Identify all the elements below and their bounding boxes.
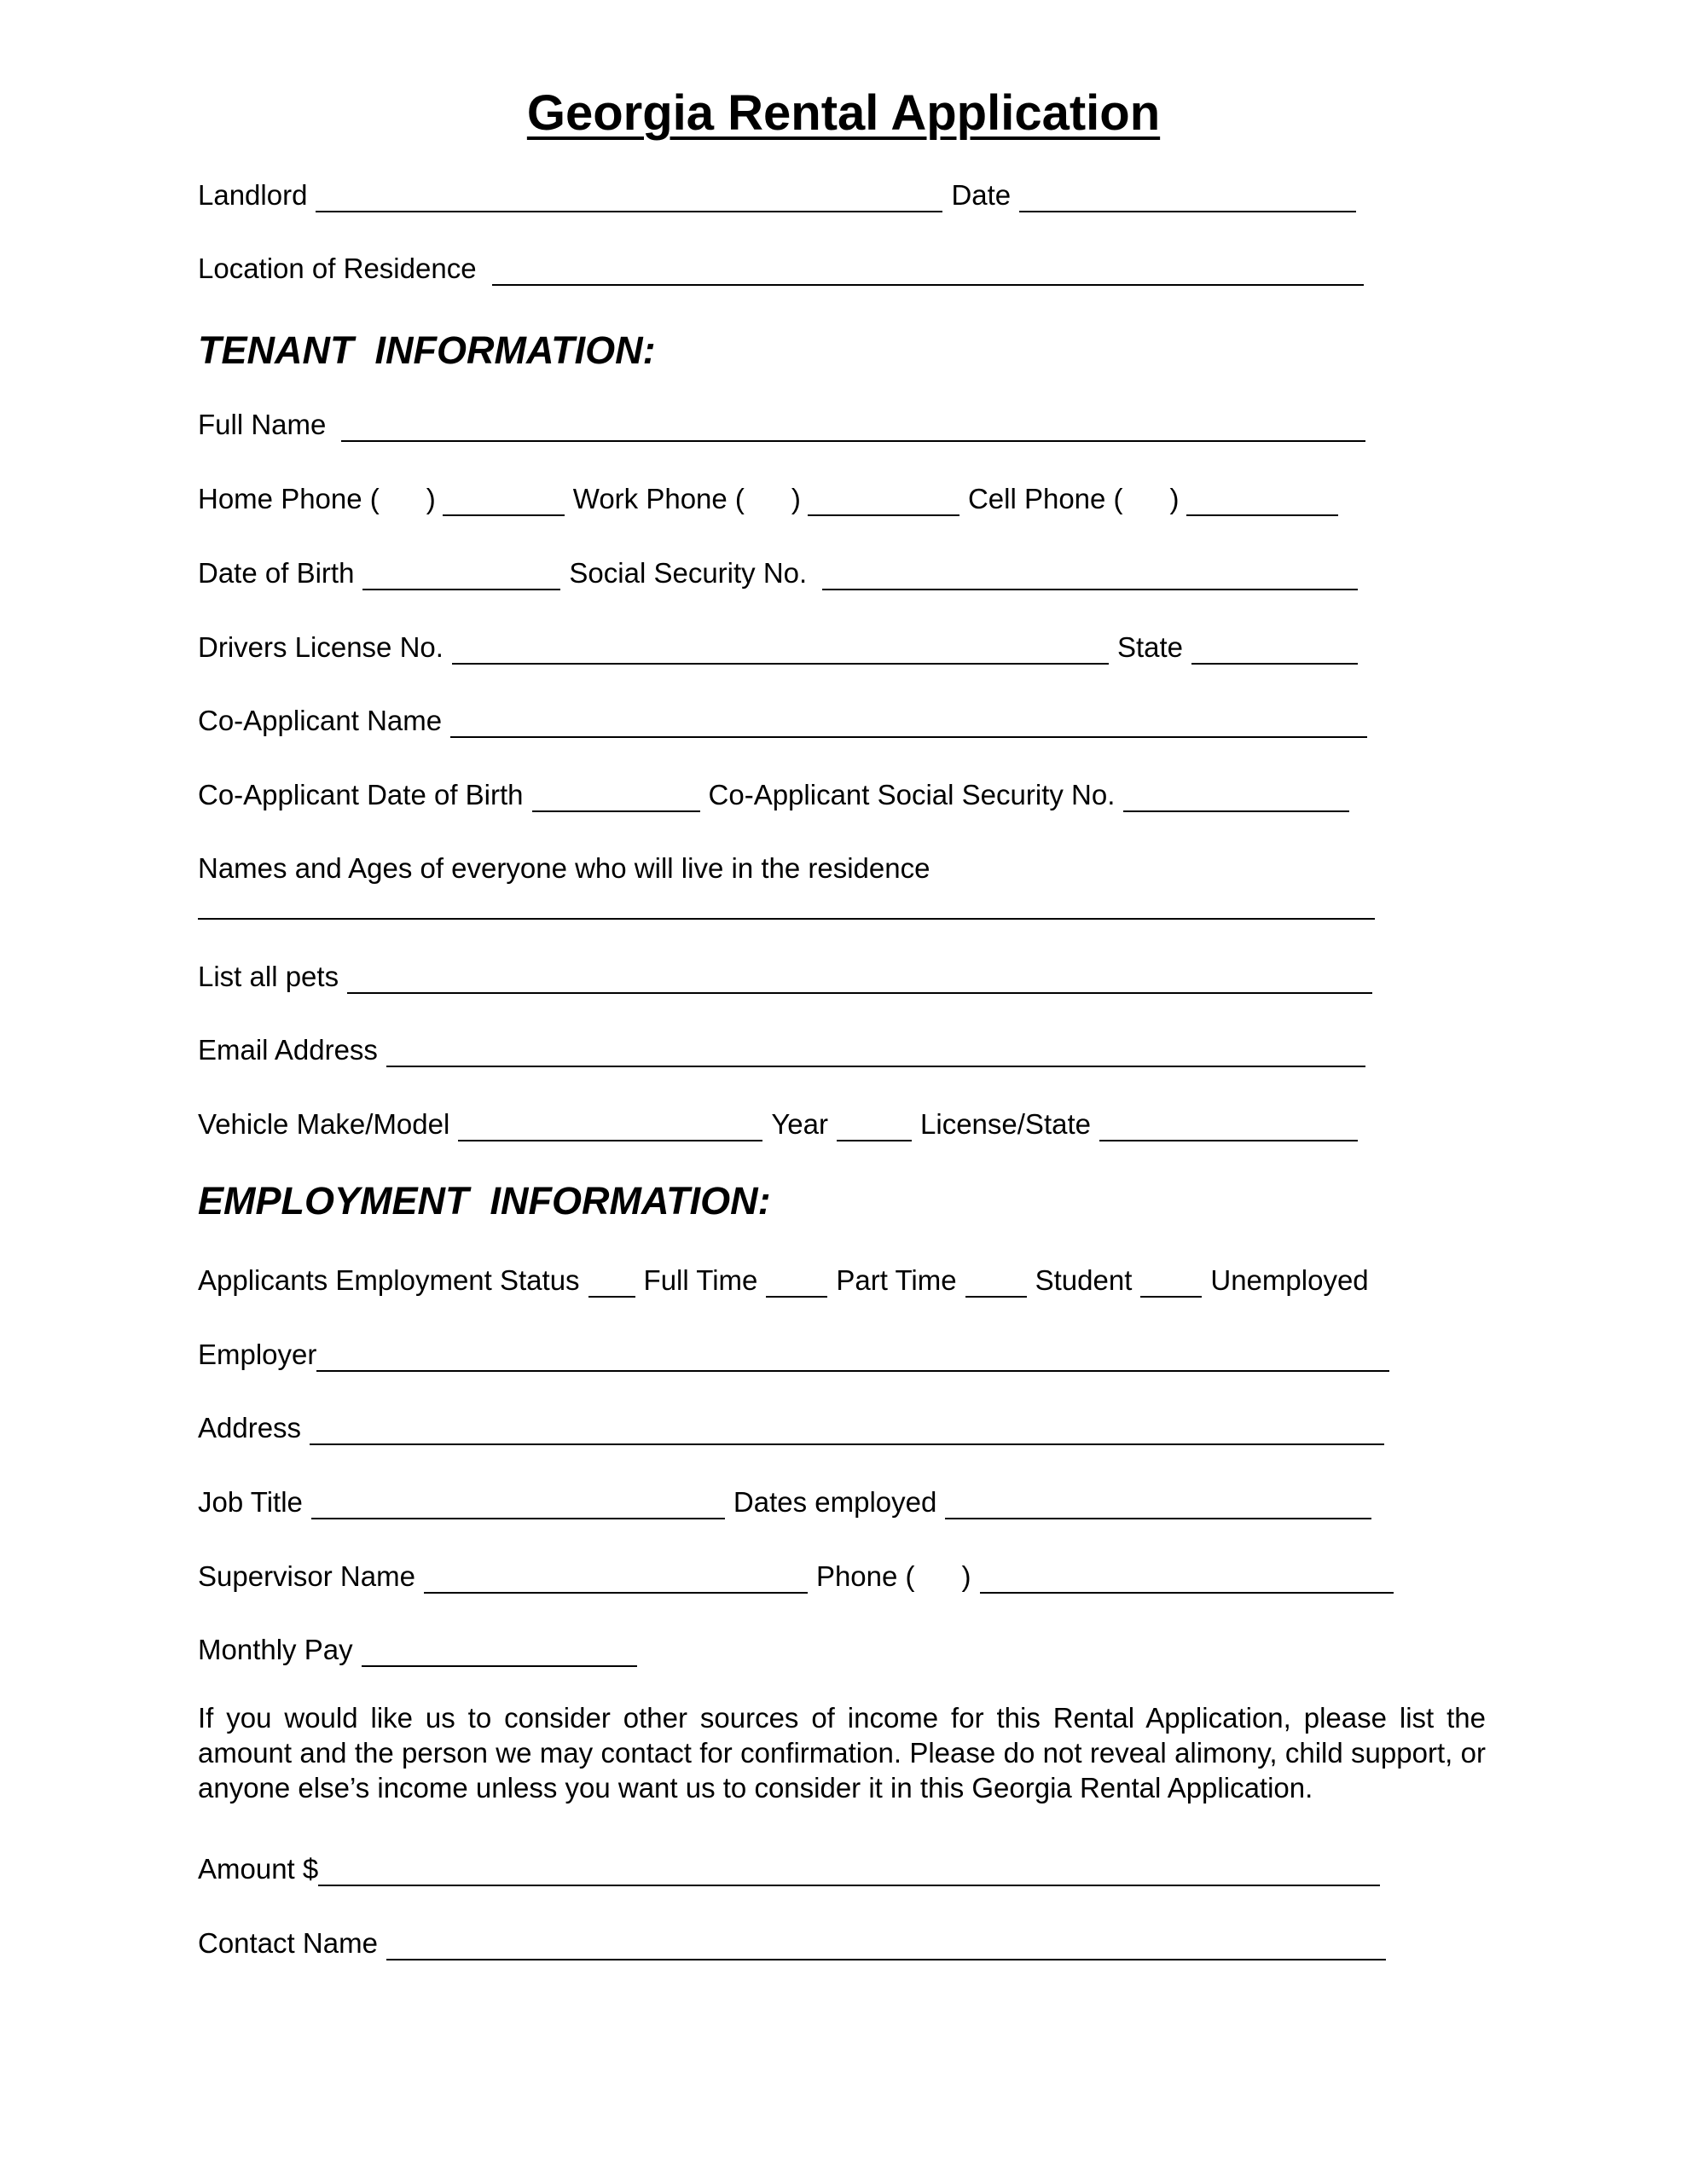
landlord-label: Landlord [198,179,308,211]
year-field[interactable] [837,1107,912,1141]
co-applicant-name-field[interactable] [450,704,1367,738]
license-state-label: License/State [920,1108,1091,1140]
location-label: Location of Residence [198,253,477,284]
dates-employed-label: Dates employed [733,1486,937,1518]
email-row [198,1030,1365,1067]
co-applicant-ssn-field[interactable] [1123,778,1349,812]
occupants-field[interactable] [198,918,1375,920]
drivers-license-row [198,627,1358,665]
location-row [198,248,1364,286]
student-label: Student [1035,1264,1133,1296]
employment-status-label: Applicants Employment Status [198,1264,580,1296]
home-phone-field[interactable] [443,482,565,516]
supervisor-label: Supervisor Name [198,1560,415,1592]
license-state-field[interactable] [1099,1107,1358,1141]
full-name-label: Full Name [198,409,327,440]
home-phone-label: Home Phone ( ) [198,483,436,514]
occupants-row [198,848,930,886]
state-label: State [1116,631,1183,663]
employer-row [198,1334,1389,1372]
unemployed-checkbox[interactable] [1140,1263,1202,1298]
co-applicant-dob-label: Co-Applicant Date of Birth [198,779,524,810]
supervisor-phone-label: Phone ( ) [815,1560,971,1592]
employer-label: Employer [198,1339,317,1370]
ssn-label: Social Security No. [569,557,808,589]
co-applicant-name-label: Co-Applicant Name [198,705,443,736]
monthly-pay-label: Monthly Pay [198,1634,353,1665]
pets-field[interactable] [347,960,1372,994]
cell-phone-label: Cell Phone ( ) [967,483,1180,514]
dob-field[interactable] [362,556,560,590]
amount-row [198,1849,1380,1886]
co-applicant-ssn-label: Co-Applicant Social Security No. [708,779,1116,810]
date-field[interactable] [1019,178,1356,212]
employment-information-heading: EMPLOYMENT INFORMATION: [198,1179,771,1223]
pets-row [198,956,1372,994]
state-field[interactable] [1191,630,1358,665]
occupants-label: Names and Ages of everyone who will live in the residence [198,852,930,884]
part-time-label: Part Time [836,1264,957,1296]
cell-phone-field[interactable] [1186,482,1338,516]
address-label: Address [198,1412,302,1443]
full-name-row [198,404,1365,442]
full-name-field[interactable] [341,408,1365,442]
vehicle-row [198,1104,1358,1141]
vehicle-label: Vehicle Make/Model [198,1108,450,1140]
monthly-pay-field[interactable] [362,1633,637,1667]
full-time-label: Full Time [643,1264,758,1296]
vehicle-field[interactable] [458,1107,762,1141]
email-label: Email Address [198,1034,378,1066]
supervisor-phone-field[interactable] [980,1560,1394,1594]
ssn-field[interactable] [822,556,1358,590]
contact-name-label: Contact Name [198,1927,378,1959]
full-time-checkbox[interactable] [588,1263,635,1298]
drivers-license-label: Drivers License No. [198,631,443,663]
co-applicant-dob-field[interactable] [532,778,700,812]
date-label: Date [951,179,1012,211]
drivers-license-field[interactable] [452,630,1109,665]
co-applicant-name-row [198,700,1367,738]
job-title-label: Job Title [198,1486,303,1518]
address-row [198,1408,1384,1445]
landlord-field[interactable] [316,178,942,212]
work-phone-label: Work Phone ( ) [572,483,801,514]
job-title-row [198,1482,1371,1519]
address-field[interactable] [310,1411,1384,1445]
document-title: Georgia Rental Application [526,85,1161,141]
employer-field[interactable] [316,1338,1389,1372]
location-field[interactable] [492,252,1364,286]
dob-label: Date of Birth [198,557,355,589]
other-income-paragraph: If you would like us to consider other sources of income for this Rental Application, please list the amount and the person we may contact for confirmation. Please do not reveal alimony, child support, or anyone else’s income unless you want us to consider it in this Georgia Rental Application. [198,1702,1486,1804]
student-checkbox[interactable] [965,1263,1027,1298]
contact-name-row [198,1923,1386,1960]
employment-status-row [198,1260,1369,1298]
pets-label: List all pets [198,961,339,992]
contact-name-field[interactable] [386,1926,1386,1960]
tenant-information-heading: TENANT INFORMATION: [198,328,656,372]
email-field[interactable] [386,1033,1365,1067]
work-phone-field[interactable] [808,482,959,516]
monthly-pay-row [198,1629,637,1667]
part-time-checkbox[interactable] [766,1263,827,1298]
year-label: Year [771,1108,829,1140]
landlord-row [198,175,1356,212]
dob-ssn-row [198,553,1358,590]
unemployed-label: Unemployed [1210,1264,1369,1296]
job-title-field[interactable] [311,1485,725,1519]
dates-employed-field[interactable] [945,1485,1371,1519]
amount-field[interactable] [318,1852,1380,1886]
supervisor-row [198,1556,1394,1594]
supervisor-field[interactable] [424,1560,808,1594]
phone-row [198,479,1338,516]
amount-label: Amount $ [198,1853,319,1885]
co-applicant-dob-ssn-row [198,775,1349,812]
